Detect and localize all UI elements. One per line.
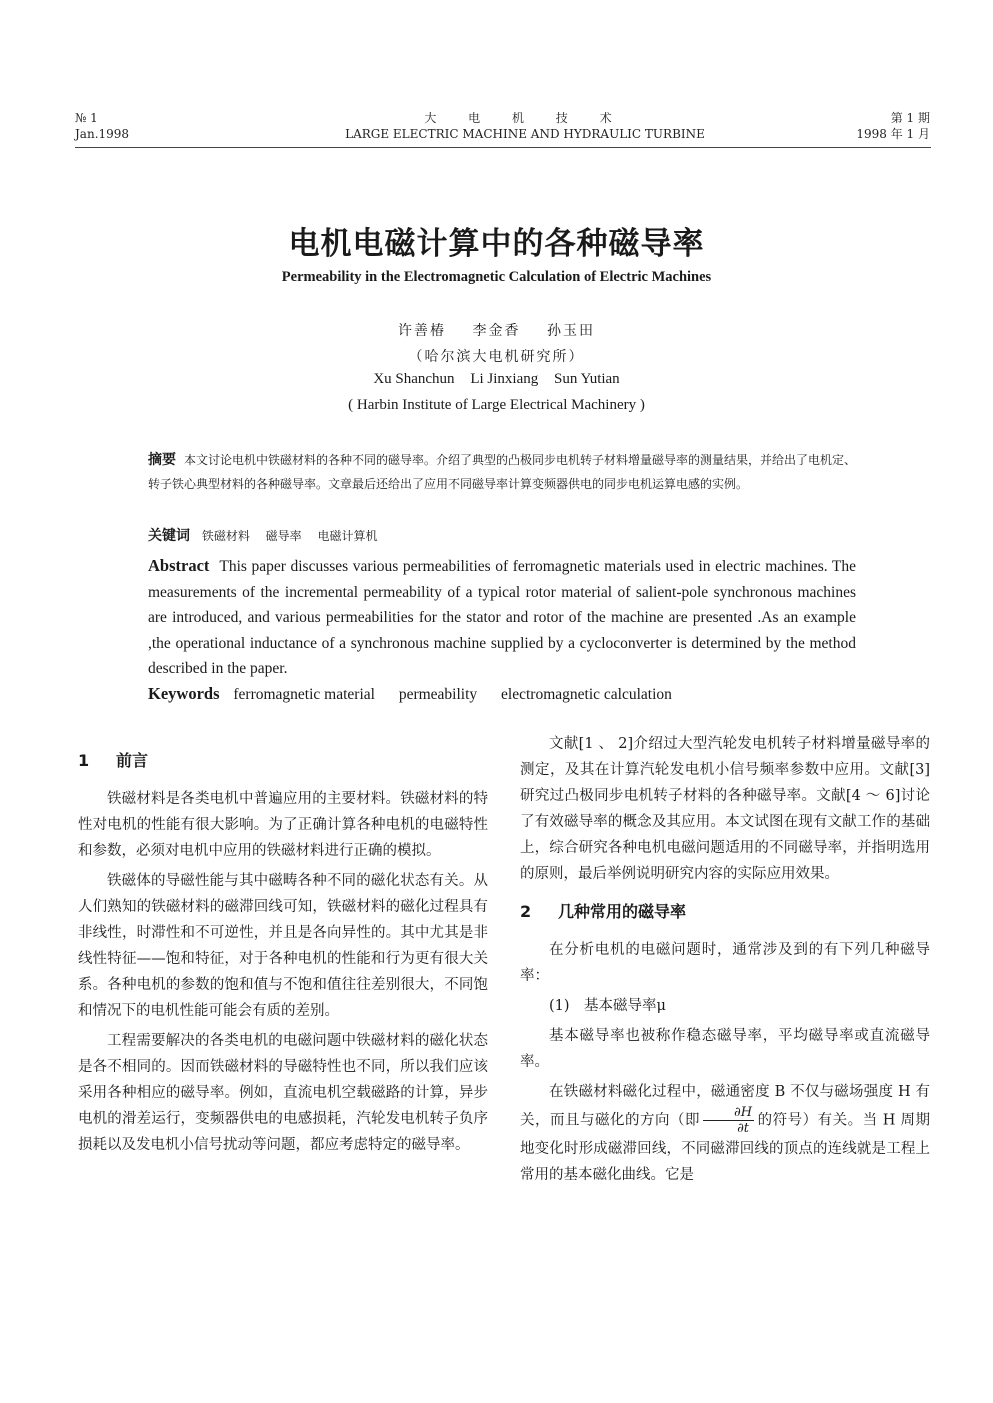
author-cn: 李金香 xyxy=(472,323,521,339)
body-left-column xyxy=(78,744,488,1162)
journal-name-en: LARGE ELECTRIC MACHINE AND HYDRAULIC TURBINE xyxy=(345,127,705,141)
paper-title-cn: 电机电磁计算中的各种磁导率 xyxy=(288,226,705,262)
paper-title-en: Permeability in the Electromagnetic Calculation of Electric Machines xyxy=(281,269,712,285)
journal-issue-right xyxy=(780,110,930,142)
section-heading xyxy=(520,899,930,925)
list-item: (1) 基本磁导率μ xyxy=(549,998,666,1014)
abstract-cn-text: 本文讨论电机中铁磁材料的各种不同的磁导率。介绍了典型的凸极同步电机转子材料增量磁导率的测量结果，并给出了电机定、转子铁心典型材料的各种磁导率。文章最后还给出了应用不同磁导率计算变频器供电的同步电机运算电感的实例。 xyxy=(148,453,857,491)
keyword-cn: 铁磁材料 xyxy=(201,529,250,543)
section-title: 前言 xyxy=(116,751,149,770)
abstract-en xyxy=(148,553,856,682)
body-paragraph: 铁磁体的导磁性能与其中磁畴各种不同的磁化状态有关。从人们熟知的铁磁材料的磁滞回线可知，铁磁材料的磁化过程具有非线性，时滞性和不可逆性，并且是各向异性的。其中尤其是非线性特征——饱和特征，对于各种电机的性能和行为更有很大关系。各种电机的参数的饱和值与不饱和值往往差别很大，不同饱和情况下的电机性能可能会有质的差别。 xyxy=(78,873,488,1019)
body-paragraph: 工程需要解决的各类电机的电磁问题中铁磁材料的磁化状态是各不相同的。因而铁磁材料的导磁特性也不同，所以我们应该采用各种相应的磁导率。例如，直流电机空载磁路的计算，异步电机的滑差运行，变频器供电的电感损耗，汽轮发电机转子负序损耗以及发电机小信号扰动等问题，都应考虑特定的磁导率。 xyxy=(78,1033,488,1153)
journal-name-cn: 大 电 机 技 术 xyxy=(424,111,626,125)
authors-cn xyxy=(0,320,993,340)
keywords-en xyxy=(148,682,856,707)
body-paragraph: 铁磁材料是各类电机中普遍应用的主要材料。铁磁材料的特性对电机的性能有很大影响。为了正确计算各种电机的电磁特性和参数，必须对电机中应用的铁磁材料进行正确的模拟。 xyxy=(78,791,488,859)
author-cn: 许善椿 xyxy=(398,323,447,339)
body-paragraph xyxy=(520,1079,930,1188)
issue-date-cn: 1998 年 1 月 xyxy=(856,127,930,141)
keywords-en-label: Keywords xyxy=(148,684,220,703)
issue-number: № 1 xyxy=(75,111,98,125)
issue-number-cn: 第 1 期 xyxy=(890,111,930,125)
fraction-denominator: ∂t xyxy=(737,1121,750,1136)
author-cn: 孙玉田 xyxy=(546,323,595,339)
keyword-en: permeability xyxy=(398,686,478,703)
paragraph-text: 的符号）有关。当 H 周期地变化时形成磁滞回线，不同磁滞回线的顶点的连线就是工程上常用的基本磁化曲线。它是 xyxy=(520,1112,930,1183)
fraction-numerator: ∂H xyxy=(703,1105,754,1121)
abstract-en-label: Abstract xyxy=(148,556,210,575)
section-number: 1 xyxy=(78,751,90,770)
section-heading xyxy=(78,748,488,774)
abstract-en-text: This paper discusses various permeabilities of ferromagnetic materials used in electric machines. The measurements of the incremental permeability of a typical rotor material of salient-pole synchronous machines are introduced, and various permeabilities for the stator and rotor of the machine are presented .As an example ,the operational inductance of a synchronous machine supplied by a cycloconverter is determined by the method described in the paper. xyxy=(148,558,856,677)
journal-issue-left xyxy=(75,110,129,142)
keyword-cn: 电磁计算机 xyxy=(317,529,378,543)
keyword-en: electromagnetic calculation xyxy=(501,686,672,703)
author-en: Li Jinxiang xyxy=(470,371,539,387)
journal-name xyxy=(250,110,800,142)
affiliation-en: ( Harbin Institute of Large Electrical Machinery ) xyxy=(348,397,645,413)
authors-en xyxy=(0,371,993,388)
paragraph-text: 在铁磁材料磁化过程中，磁通密度 B 不仅与磁场强度 H 有关，而且与磁化的方向（即 xyxy=(520,1084,930,1129)
keywords-cn-label: 关键词 xyxy=(148,528,190,544)
section-number: 2 xyxy=(520,902,532,921)
keywords-cn xyxy=(148,524,856,548)
body-right-column xyxy=(520,731,930,1192)
partial-derivative-fraction xyxy=(703,1105,754,1136)
affiliation-cn: （哈尔滨大电机研究所） xyxy=(408,349,585,365)
keyword-en: ferromagnetic material xyxy=(233,686,375,703)
section-title: 几种常用的磁导率 xyxy=(558,902,687,921)
author-en: Xu Shanchun xyxy=(373,371,455,387)
author-en: Sun Yutian xyxy=(553,371,620,387)
keyword-cn: 磁导率 xyxy=(265,529,302,543)
body-paragraph: 基本磁导率也被称作稳态磁导率，平均磁导率或直流磁导率。 xyxy=(520,1028,930,1070)
header-divider xyxy=(75,147,931,148)
abstract-cn xyxy=(148,448,856,496)
body-paragraph: 文献[1 、 2]介绍过大型汽轮发电机转子材料增量磁导率的测定，及其在计算汽轮发电机小信号频率参数中应用。文献[3]研究过凸极同步电机转子材料的各种磁导率。文献[4 ～ 6]讨论了有效磁导率的概念及其应用。本文试图在现有文献工作的基础上，综合研究各种电机电磁问题适用的不同磁导率，并指明选用的原则，最后举例说明研究内容的实际应用效果。 xyxy=(520,736,930,882)
body-paragraph: 在分析电机的电磁问题时，通常涉及到的有下列几种磁导率： xyxy=(520,942,930,984)
abstract-cn-label: 摘要 xyxy=(148,452,176,468)
issue-date-en: Jan.1998 xyxy=(75,127,130,141)
